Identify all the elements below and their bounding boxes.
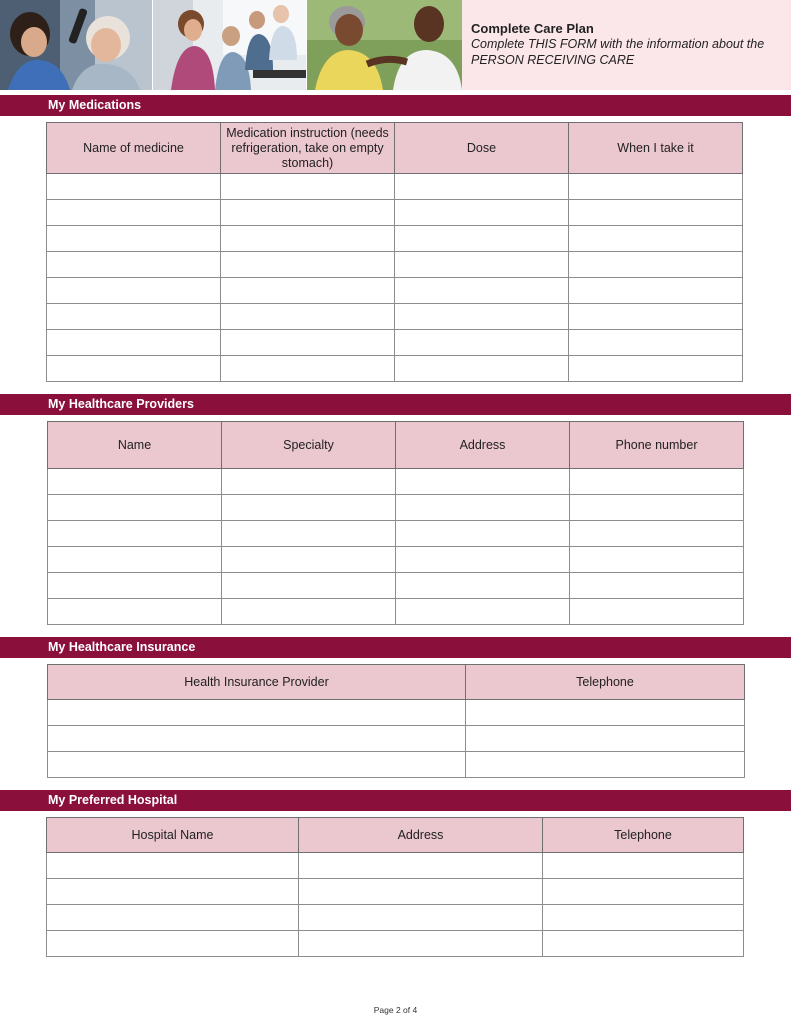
table-cell[interactable]	[221, 304, 395, 330]
column-header: Hospital Name	[47, 818, 299, 853]
column-header: Telephone	[543, 818, 744, 853]
table-cell[interactable]	[222, 469, 396, 495]
column-header: Address	[299, 818, 543, 853]
table-cell[interactable]	[222, 547, 396, 573]
table-cell[interactable]	[222, 599, 396, 625]
table-cell[interactable]	[221, 252, 395, 278]
section-title-insurance: My Healthcare Insurance	[48, 640, 196, 654]
table-cell[interactable]	[395, 304, 569, 330]
table-cell[interactable]	[395, 200, 569, 226]
column-header: Name of medicine	[47, 123, 221, 174]
table-row	[47, 879, 744, 905]
table-cell[interactable]	[47, 252, 221, 278]
table-cell[interactable]	[48, 469, 222, 495]
table-cell[interactable]	[47, 879, 299, 905]
table-cell[interactable]	[570, 495, 744, 521]
section-title-medications: My Medications	[48, 98, 142, 112]
seniors-exercise-class-photo	[153, 0, 306, 90]
table-cell[interactable]	[396, 521, 570, 547]
table-cell[interactable]	[221, 330, 395, 356]
table-cell[interactable]	[395, 356, 569, 382]
table-cell[interactable]	[47, 200, 221, 226]
column-header: Address	[396, 422, 570, 469]
table-cell[interactable]	[569, 330, 743, 356]
insurance-table	[47, 664, 745, 778]
table-cell[interactable]	[47, 226, 221, 252]
table-cell[interactable]	[466, 700, 745, 726]
table-cell[interactable]	[570, 521, 744, 547]
table-row	[47, 931, 744, 957]
table-row	[48, 752, 745, 778]
table-row	[47, 356, 743, 382]
table-cell[interactable]	[47, 356, 221, 382]
table-cell[interactable]	[48, 495, 222, 521]
table-cell[interactable]	[221, 200, 395, 226]
column-header: Specialty	[222, 422, 396, 469]
form-subtitle: Complete THIS FORM with the information about the PERSON RECEIVING CARE	[471, 37, 765, 67]
table-row	[47, 200, 743, 226]
table-cell[interactable]	[395, 252, 569, 278]
table-cell[interactable]	[466, 752, 745, 778]
column-header: Medication instruction (needs refrigeration, take on empty stomach)	[221, 123, 395, 174]
section-bar-insurance	[0, 637, 791, 658]
table-cell[interactable]	[47, 330, 221, 356]
table-cell[interactable]	[543, 905, 744, 931]
table-cell[interactable]	[569, 278, 743, 304]
section-title-providers: My Healthcare Providers	[48, 397, 194, 411]
table-cell[interactable]	[396, 573, 570, 599]
table-row	[48, 700, 745, 726]
table-cell[interactable]	[48, 700, 466, 726]
table-cell[interactable]	[466, 726, 745, 752]
table-cell[interactable]	[222, 521, 396, 547]
table-cell[interactable]	[569, 304, 743, 330]
table-cell[interactable]	[299, 853, 543, 879]
providers-rows	[48, 469, 744, 625]
table-cell[interactable]	[47, 174, 221, 200]
table-cell[interactable]	[396, 599, 570, 625]
table-cell[interactable]	[48, 599, 222, 625]
section-title-hospital: My Preferred Hospital	[48, 793, 178, 807]
hospital-table	[46, 817, 744, 957]
hospital-rows	[47, 853, 744, 957]
column-header: When I take it	[569, 123, 743, 174]
table-cell[interactable]	[299, 905, 543, 931]
table-cell[interactable]	[396, 547, 570, 573]
table-cell[interactable]	[48, 752, 466, 778]
section-bar-hospital	[0, 790, 791, 811]
table-cell[interactable]	[570, 469, 744, 495]
table-cell[interactable]	[222, 495, 396, 521]
section-bar-medications	[0, 95, 791, 116]
table-cell[interactable]	[543, 931, 744, 957]
providers-table	[47, 421, 744, 625]
table-row	[48, 726, 745, 752]
header-box	[462, 0, 791, 90]
table-cell[interactable]	[395, 174, 569, 200]
table-cell[interactable]	[569, 252, 743, 278]
insurance-rows	[48, 700, 745, 778]
table-cell[interactable]	[48, 521, 222, 547]
table-row	[47, 252, 743, 278]
section-bar-providers	[0, 394, 791, 415]
table-row	[48, 469, 744, 495]
table-row	[47, 278, 743, 304]
table-cell[interactable]	[48, 726, 466, 752]
table-row	[47, 304, 743, 330]
column-header: Telephone	[466, 665, 745, 700]
table-cell[interactable]	[48, 573, 222, 599]
table-cell[interactable]	[396, 495, 570, 521]
table-cell[interactable]	[47, 853, 299, 879]
column-header: Name	[48, 422, 222, 469]
table-cell[interactable]	[543, 853, 744, 879]
table-cell[interactable]	[47, 905, 299, 931]
table-row	[47, 330, 743, 356]
table-cell[interactable]	[221, 174, 395, 200]
table-cell[interactable]	[570, 599, 744, 625]
table-row	[47, 905, 744, 931]
table-row	[47, 853, 744, 879]
column-header: Phone number	[570, 422, 744, 469]
caregiver-with-senior-woman-photo	[307, 0, 462, 90]
table-cell[interactable]	[543, 879, 744, 905]
table-cell[interactable]	[299, 931, 543, 957]
table-cell[interactable]	[569, 226, 743, 252]
table-cell[interactable]	[221, 278, 395, 304]
table-cell[interactable]	[222, 573, 396, 599]
table-cell[interactable]	[395, 226, 569, 252]
table-cell[interactable]	[396, 469, 570, 495]
table-row	[48, 599, 744, 625]
table-cell[interactable]	[221, 356, 395, 382]
table-row	[48, 547, 744, 573]
page-number: Page 2 of 4	[373, 1005, 418, 1015]
medications-rows	[47, 174, 743, 382]
table-cell[interactable]	[395, 330, 569, 356]
table-cell[interactable]	[48, 547, 222, 573]
table-row	[48, 521, 744, 547]
table-row	[47, 174, 743, 200]
table-cell[interactable]	[47, 304, 221, 330]
table-cell[interactable]	[47, 278, 221, 304]
medications-table	[46, 122, 743, 382]
table-cell[interactable]	[299, 879, 543, 905]
table-cell[interactable]	[395, 278, 569, 304]
table-cell[interactable]	[570, 547, 744, 573]
table-cell[interactable]	[569, 200, 743, 226]
table-row	[47, 226, 743, 252]
column-header: Dose	[395, 123, 569, 174]
table-cell[interactable]	[47, 931, 299, 957]
table-cell[interactable]	[570, 573, 744, 599]
table-cell[interactable]	[221, 226, 395, 252]
table-row	[48, 495, 744, 521]
table-cell[interactable]	[569, 174, 743, 200]
column-header: Health Insurance Provider	[48, 665, 466, 700]
table-cell[interactable]	[569, 356, 743, 382]
table-row	[48, 573, 744, 599]
caregiver-with-elderly-woman-photo	[0, 0, 152, 90]
form-title: Complete Care Plan	[471, 21, 594, 36]
